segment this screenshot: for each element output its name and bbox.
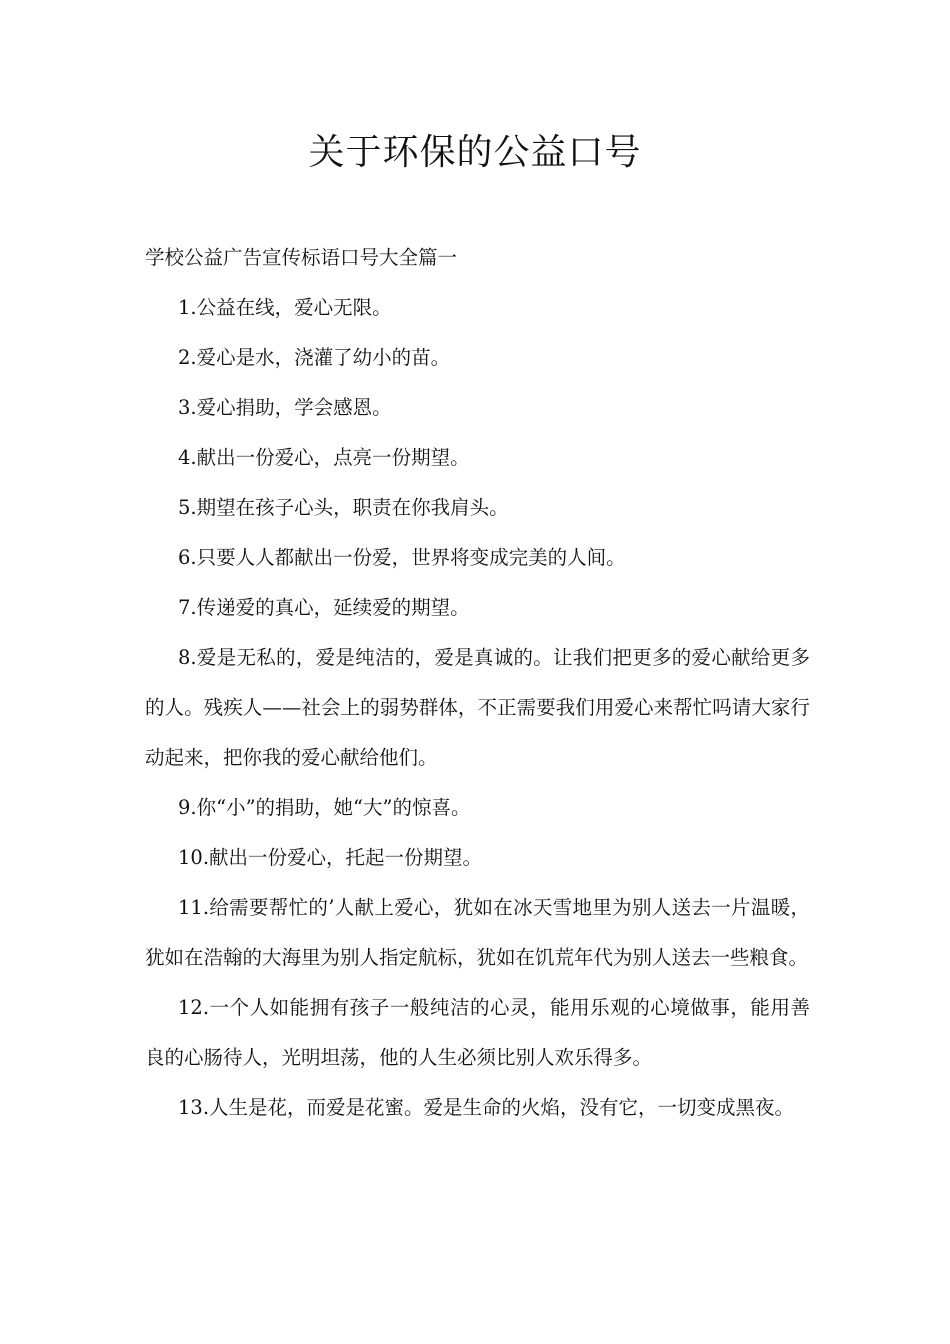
slogan-item-10: 10.献出一份爱心，托起一份期望。 <box>178 846 483 869</box>
slogan-item-5: 5.期望在孩子心头，职责在你我肩头。 <box>178 496 509 519</box>
slogan-item-13: 13.人生是花，而爱是花蜜。爱是生命的火焰，没有它，一切变成黑夜。 <box>178 1096 795 1119</box>
slogan-item-7: 7.传递爱的真心，延续爱的期望。 <box>178 596 470 619</box>
slogan-item-11: 11.给需要帮忙的’人献上爱心，犹如在冰天雪地里为别人送去一片温暖，犹如在浩翰的大海里为别人指定航标，犹如在饥荒年代为别人送去一些粮食。 <box>145 896 810 969</box>
slogan-item-4: 4.献出一份爱心，点亮一份期望。 <box>178 446 470 469</box>
section-heading: 学校公益广告宣传标语口号大全篇一 <box>145 246 458 269</box>
slogan-item-8: 8.爱是无私的，爱是纯洁的，爱是真诚的。让我们把更多的爱心献给更多的人。残疾人——社会上的弱势群体，不正需要我们用爱心来帮忙吗请大家行动起来，把你我的爱心献给他们。 <box>145 646 810 769</box>
slogan-item-9: 9.你“小”的捐助，她“大”的惊喜。 <box>178 796 471 819</box>
slogan-item-1: 1.公益在线，爱心无限。 <box>178 296 392 319</box>
slogan-item-3: 3.爱心捐助，学会感恩。 <box>178 396 392 419</box>
slogan-item-6: 6.只要人人都献出一份爱，世界将变成完美的人间。 <box>178 546 626 569</box>
slogan-item-12: 12.一个人如能拥有孩子一般纯洁的心灵，能用乐观的心境做事，能用善良的心肠待人，光明坦荡，他的人生必须比别人欢乐得多。 <box>145 996 810 1069</box>
document-title: 关于环保的公益口号 <box>308 132 642 173</box>
document-body <box>145 233 810 1133</box>
slogan-item-2: 2.爱心是水，浇灌了幼小的苗。 <box>178 346 451 369</box>
